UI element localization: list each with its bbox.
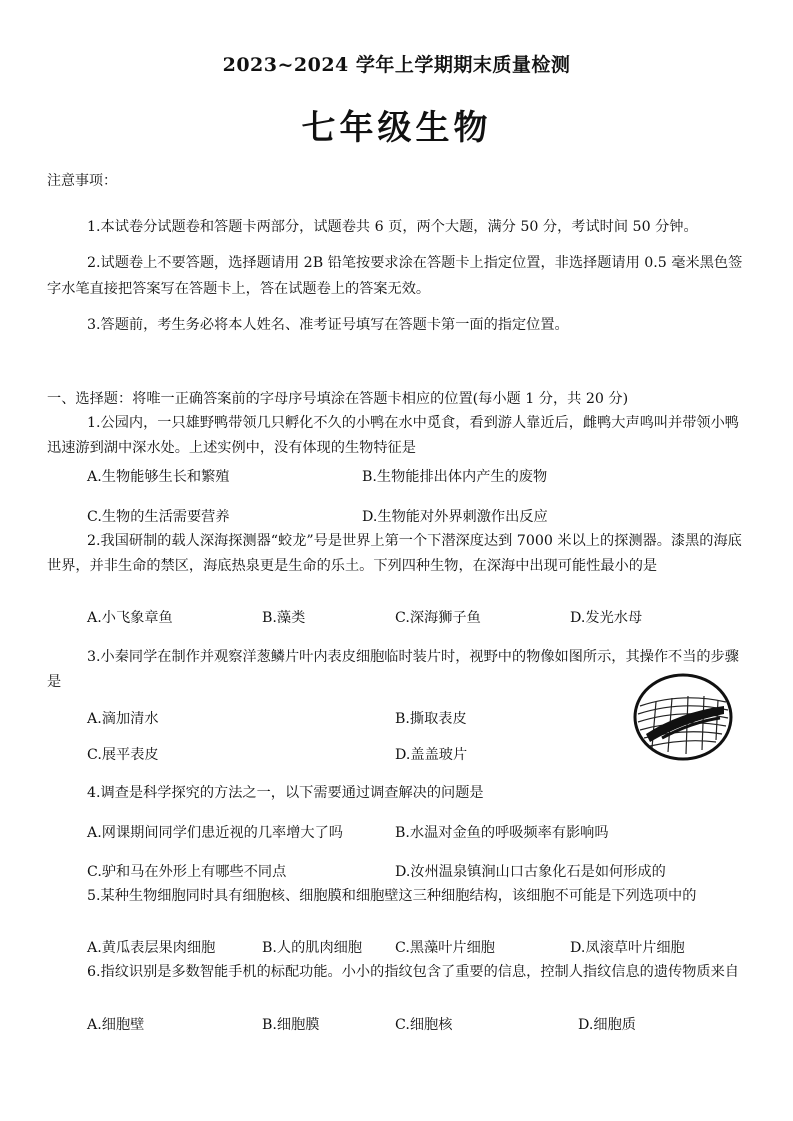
question-stem: 3.小秦同学在制作并观察洋葱鳞片叶内表皮细胞临时装片时，视野中的物像如图所示，其操作不当的步骤是 bbox=[47, 649, 739, 690]
option: A.生物能够生长和繁殖 bbox=[87, 469, 230, 485]
microscope-view-figure bbox=[632, 672, 734, 762]
option: C.细胞核 bbox=[395, 1017, 453, 1033]
option: A.小飞象章鱼 bbox=[87, 610, 173, 626]
section-heading: 一、选择题：将唯一正确答案前的字母序号填涂在答题卡相应的位置(每小题 1 分，共 20 分) bbox=[47, 391, 629, 407]
option: D.凤滚草叶片细胞 bbox=[570, 940, 685, 956]
option: D.盖盖玻片 bbox=[395, 747, 468, 763]
option: C.驴和马在外形上有哪些不同点 bbox=[87, 864, 287, 880]
question-stem: 6.指纹识别是多数智能手机的标配功能。小小的指纹包含了重要的信息，控制人指纹信息的遗传物质来自 bbox=[87, 964, 739, 980]
question-stem: 5.某种生物细胞同时具有细胞核、细胞膜和细胞壁这三种细胞结构，该细胞不可能是下列选项中的 bbox=[87, 888, 697, 904]
option: B.生物能排出体内产生的废物 bbox=[362, 469, 548, 485]
option: B.撕取表皮 bbox=[395, 711, 467, 727]
option: D.汝州温泉镇涧山口古象化石是如何形成的 bbox=[395, 864, 666, 880]
notice-item: 2.试题卷上不要答题，选择题请用 2B 铅笔按要求涂在答题卡上指定位置，非选择题请用 0.5 毫米黑色签字水笔直接把答案写在答题卡上，答在试题卷上的答案无效。 bbox=[47, 255, 743, 297]
option: C.展平表皮 bbox=[87, 747, 159, 763]
question-stem: 1.公园内，一只雄野鸭带领几只孵化不久的小鸭在水中觅食，看到游人靠近后，雌鸭大声鸣叫并带领小鸭迅速游到湖中深水处。上述实例中，没有体现的生物特征是 bbox=[47, 415, 739, 456]
option: B.人的肌肉细胞 bbox=[262, 940, 363, 956]
option: A.黄瓜表层果肉细胞 bbox=[87, 940, 216, 956]
exam-title: 七年级生物 bbox=[301, 108, 492, 148]
option: A.网课期间同学们患近视的几率增大了吗 bbox=[87, 825, 343, 841]
question-stem: 2.我国研制的载人深海探测器“蛟龙”号是世界上第一个下潜深度达到 7000 米以上的探测器。漆黑的海底世界，并非生命的禁区，海底热泉更是生命的乐土。下列四种生物，在深海中出现可能性最小的是 bbox=[47, 533, 742, 574]
option: B.藻类 bbox=[262, 610, 306, 626]
option: B.细胞膜 bbox=[262, 1017, 320, 1033]
option: C.深海狮子鱼 bbox=[395, 610, 481, 626]
notice-item: 3.答题前，考生务必将本人姓名、准考证号填写在答题卡第一面的指定位置。 bbox=[87, 317, 569, 333]
question-stem: 4.调查是科学探究的方法之一，以下需要通过调查解决的问题是 bbox=[87, 785, 484, 801]
option: D.细胞质 bbox=[578, 1017, 636, 1033]
exam-header: 2023~2024 学年上学期期末质量检测 bbox=[222, 54, 571, 76]
notice-item: 1.本试卷分试题卷和答题卡两部分，试题卷共 6 页，两个大题，满分 50 分，考试时间 50 分钟。 bbox=[87, 219, 698, 235]
option: C.黑藻叶片细胞 bbox=[395, 940, 495, 956]
option: D.发光水母 bbox=[570, 610, 643, 626]
option: D.生物能对外界刺激作出反应 bbox=[362, 509, 548, 525]
option: A.细胞壁 bbox=[87, 1017, 145, 1033]
option: A.滴加清水 bbox=[87, 711, 159, 727]
notice-heading: 注意事项： bbox=[47, 173, 117, 189]
option: B.水温对金鱼的呼吸频率有影响吗 bbox=[395, 825, 609, 841]
option: C.生物的生活需要营养 bbox=[87, 509, 230, 525]
